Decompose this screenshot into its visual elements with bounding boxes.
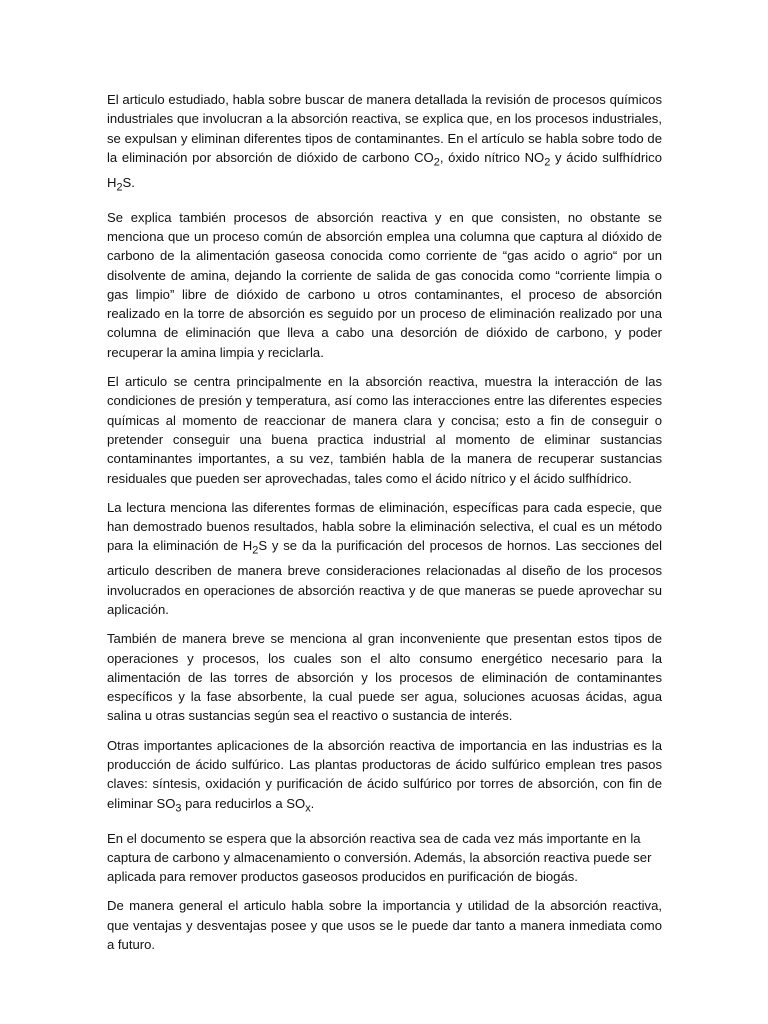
document-page — [107, 90, 662, 964]
subscript: 3 — [175, 802, 182, 815]
paragraph-text: También de manera breve se menciona al gran inconveniente que presentan estos tipos de operaciones y procesos, los cuales son el alto consumo energético necesario para la alimentación de las torres de absorción y los procesos de eliminación de contaminantes específicos y la fase absorbente, la cual puede ser agua, soluciones acuosas ácidas, agua salina u otras sustancias según sea el reactivo o sustancia de interés. — [107, 631, 662, 724]
paragraph-3 — [107, 372, 662, 488]
paragraph-text: Otras importantes aplicaciones de la absorción reactiva de importancia en las industrias es la producción de ácido sulfúrico. Las plantas productoras de ácido sulfúrico emplean tres pasos claves: síntesis, oxidación y purificación de ácido sulfúrico por torres de absorción, con fin de eliminar SO — [107, 737, 662, 811]
paragraph-text: Se explica también procesos de absorción reactiva y en que consisten, no obstante se menciona que un proceso común de absorción emplea una columna que captura al dióxido de carbono de la alimentación gaseosa conocida como corriente de “gas acido o agrio“ por un disolvente de amina, dejando la corriente de salida de gas conocida como “corriente limpia o gas limpio” libre de dióxido de carbono u otros contaminantes, el proceso de absorción realizado en la torre de absorción es seguido por un proceso de eliminación realizado por una columna de eliminación que lleva a cabo una desorción de dióxido de carbono, y poder recuperar la amina limpia y reciclarla. — [107, 209, 662, 360]
paragraph-text: La lectura menciona las diferentes formas de eliminación, específicas para cada especie, que han demostrado buenos resultados, habla sobre la eliminación selectiva, el cual es un método para la eliminación de H — [107, 499, 662, 554]
paragraph-6 — [107, 736, 662, 819]
subscript: 2 — [116, 181, 123, 194]
paragraph-text: De manera general el articulo habla sobre la importancia y utilidad de la absorción reactiva, que ventajas y desventajas posee y que usos se le puede dar tanto a manera inmediata como a futuro. — [107, 898, 662, 953]
paragraph-text: El articulo estudiado, habla sobre buscar de manera detallada la revisión de procesos químicos industriales que involucran a la absorción reactiva, se explica que, en los procesos industriales, se expulsan y eliminan diferentes tipos de contaminantes. En el artículo se habla sobre todo de la eliminación por absorción de dióxido de carbono CO — [107, 92, 662, 165]
paragraph-text: para reducirlos a SO — [181, 795, 306, 811]
paragraph-text: S y se da la purificación del procesos de hornos. Las secciones del articulo describen de manera breve consideraciones relacionadas al diseño de los procesos involucrados en operaciones de absorción reactiva y de que maneras se puede aprovechar su aplicación. — [107, 538, 662, 617]
paragraph-7 — [107, 829, 662, 887]
paragraph-text: El articulo se centra principalmente en la absorción reactiva, muestra la interacción de las condiciones de presión y temperatura, así como las interacciones entre las diferentes especies químicas al momento de reaccionar de manera clara y concisa; esto a fin de conseguir o pretender conseguir una buena practica industrial al momento de eliminar sustancias contaminantes importantes, a su vez, también habla de la manera de recuperar sustancias residuales que pueden ser aprovechadas, tales como el ácido nítrico y el ácido sulfhídrico. — [107, 374, 662, 486]
paragraph-4 — [107, 498, 662, 619]
paragraph-2 — [107, 208, 662, 362]
paragraph-text: . — [310, 795, 315, 811]
paragraph-text: En el documento se espera que la absorción reactiva sea de cada vez más importante en la captura de carbono y almacenamiento o conversión. Además, la absorción reactiva puede ser aplicada para remover productos gaseosos producidos en purificación de biogás. — [107, 830, 652, 885]
paragraph-text: y ácido sulfhídrico H — [107, 149, 662, 190]
paragraph-8 — [107, 896, 662, 954]
subscript: x — [305, 802, 311, 815]
paragraph-5 — [107, 629, 662, 725]
subscript: 2 — [544, 156, 551, 169]
subscript: 2 — [252, 545, 259, 558]
paragraph-1 — [107, 90, 662, 198]
subscript: 2 — [433, 156, 440, 169]
paragraph-text: S. — [122, 174, 135, 190]
paragraph-text: , óxido nítrico NO — [439, 149, 545, 165]
